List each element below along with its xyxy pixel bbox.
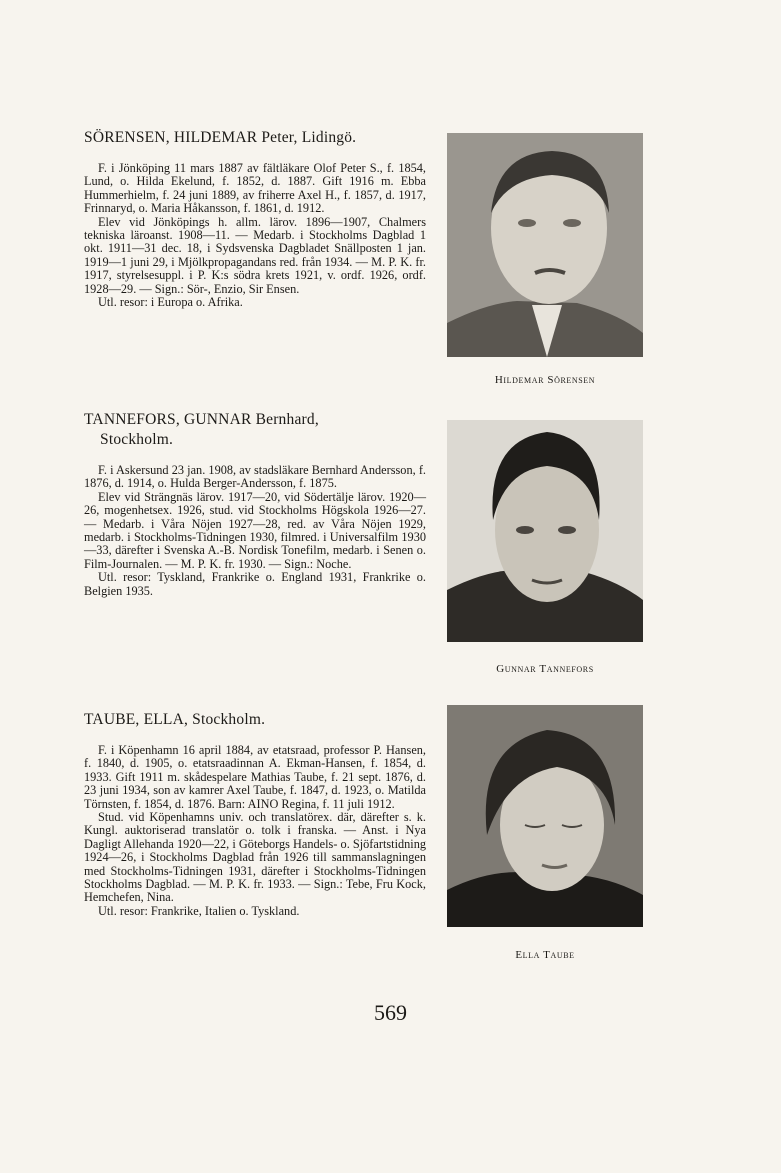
portrait-photo-sorensen: [447, 133, 643, 357]
entry-tannefors: [84, 410, 426, 598]
biography-paragraph: F. i Jönköping 11 mars 1887 av fältläkare Olof Peter S., f. 1854, Lund, o. Hilda Ekelund, f. 1852, d. 1887. Gift 1916 m. Ebba Hummerhielm, f. 24 juni 1889, av friherre Axel H., f. 1857, d. 1917, Frinnaryd, o. Maria Håkansson, f. 1861, d. 1912.: [84, 161, 426, 216]
biography-paragraph: Utl. resor: Tyskland, Frankrike o. England 1931, Frankrike o. Belgien 1935.: [84, 570, 426, 598]
portrait-caption: Gunnar Tannefors: [496, 663, 594, 675]
biography-paragraph: Utl. resor: Frankrike, Italien o. Tyskland.: [98, 903, 300, 918]
biography-paragraph: F. i Askersund 23 jan. 1908, av stadsläkare Bernhard Andersson, f. 1876, d. 1914, o. Hulda Berger-Andersson, f. 1875.: [84, 463, 426, 491]
entry-title: [84, 410, 426, 450]
portrait-caption: Ella Taube: [515, 949, 575, 961]
entry-title: [84, 128, 426, 148]
entry-title: [84, 710, 426, 730]
entry-taube: [84, 710, 426, 918]
portrait-caption: Hildemar Sörensen: [494, 374, 596, 386]
entry-name: TANNEFORS, GUNNAR Bernhard,: [84, 411, 319, 428]
entry-location: Stockholm.: [100, 431, 174, 448]
biography-paragraph: Elev vid Strängnäs lärov. 1917—20, vid Södertälje lärov. 1920—26, mogenhetsex. 1926, stud. vid Stockholms Högskola 1926—27. — Medarb. i Våra Nöjen 1927—28, red. av Våra Nöjen 1929, medarb. i Stockholms-Tidningen 1930, filmred. i Universalfilm 1930—33, därefter i Svenska A.-B. Nordisk Tonefilm, medarb. i Senen o. Film-Journalen. — M. P. K. fr. 1930. — Sign.: Noche.: [84, 489, 426, 571]
biography-paragraph: Elev vid Jönköpings h. allm. lärov. 1896—1907, Chalmers tekniska läroanst. 1908—11. — Medarb. i Stockholms Dagblad 1 okt. 1911—31 dec. 18, i Sydsvenska Dagbladet Snällposten 1 jan. 1919—1 juni 29, i Mjölkpropagandans red. från 1934. — M. P. K. fr. 1917, styrelsesuppl. i P. K:s södra krets 1921, v. ordf. 1926, ordf. 1928—29. — Sign.: Sör-, Enzio, Sir Ensen.: [84, 214, 426, 296]
biography-paragraph: F. i Köpenhamn 16 april 1884, av etatsraad, professor P. Hansen, f. 1840, d. 1905, o. etatsraadinnan A. Ekman-Hansen, f. 1854, d. 1933. Gift 1911 m. skådespelare Mathias Taube, f. 21 sept. 1876, d. 23 juni 1934, son av kamrer Axel Taube, f. 1847, d. 1923, o. Matilda Törnsten, f. 1854, d. 1876. Barn: AINO Regina, f. 11 juli 1912.: [84, 743, 426, 811]
page-number: 569: [374, 1000, 407, 1025]
biography-paragraph: Stud. vid Köpenhamns univ. och translatörex. där, därefter s. k. Kungl. auktoriserad translatör o. tolk i franska. — Anst. i Nya Dagligt Allehanda 1920—22, i Göteborgs Handels- o. Sjöfartstidning 1924—26, i Stockholms Dagblad från 1926 till sammanslagningen med Stockholms-Tidningen 1931, därefter i Stockholms-Tidningen Stockholms Dagblad. — M. P. K. fr. 1933. — Sign.: Tebe, Fru Kock, Hemchefen, Nina.: [84, 810, 426, 905]
portrait-photo-taube: [447, 705, 643, 927]
entry-sorensen: [84, 128, 426, 309]
entry-name: TAUBE, ELLA, Stockholm.: [84, 711, 266, 728]
portrait-photo-tannefors: [447, 420, 643, 642]
biography-paragraph: Utl. resor: i Europa o. Afrika.: [98, 295, 243, 310]
entry-name: SÖRENSEN, HILDEMAR Peter, Lidingö.: [84, 129, 357, 146]
